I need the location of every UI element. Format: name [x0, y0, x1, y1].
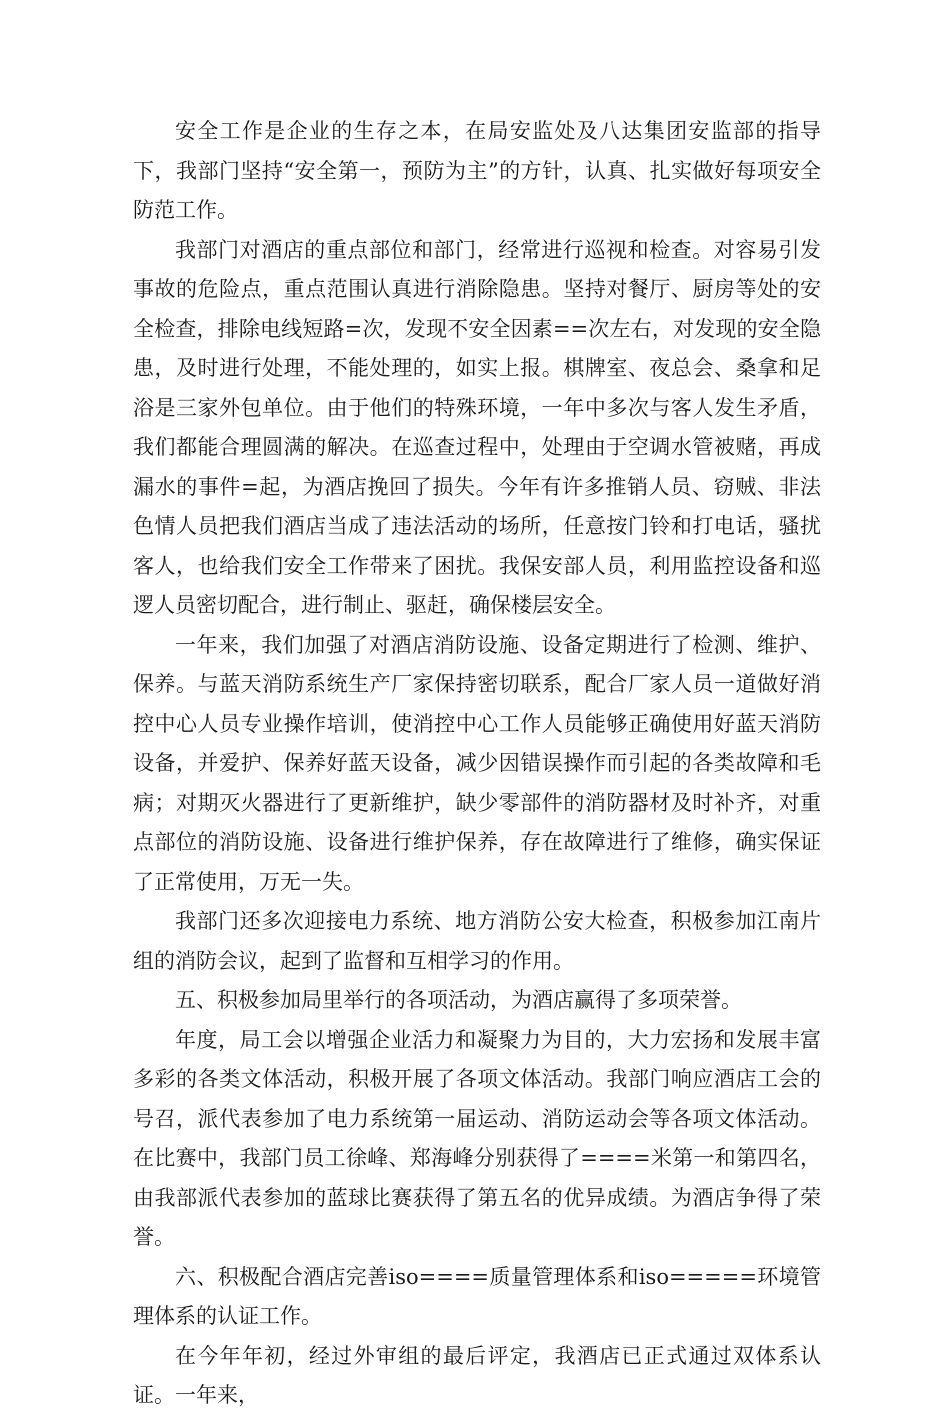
paragraph-safety-basis: 安全工作是企业的生存之本，在局安监处及八达集团安监部的指导下，我部门坚持“安全第一，预防为主”的方针，认真、扎实做好每项安全防范工作。	[133, 119, 821, 222]
paragraph-sports-activities: 年度，局工会以增强企业活力和凝聚力为目的，大力宏扬和发展丰富多彩的各类文体活动，积极开展了各项文体活动。我部门响应酒店工会的号召，派代表参加了电力系统第一届运动、消防运动会等各项文体活动。在比赛中，我部门员工徐峰、郑海峰分别获得了====米第一和第四名，由我部派代表参加的蓝球比赛获得了第五名的优异成绩。为酒店争得了荣誉。	[133, 1027, 821, 1249]
paragraph-patrol-inspection: 我部门对酒店的重点部位和部门，经常进行巡视和检查。对容易引发事故的危险点，重点范围认真进行消除隐患。坚持对餐厅、厨房等处的安全检查，排除电线短路=次，发现不安全因素==次左右，对发现的安全隐患，及时进行处理，不能处理的，如实上报。棋牌室、夜总会、桑拿和足浴是三家外包单位。由于他们的特殊环境，一年中多次与客人发生矛盾，我们都能合理圆满的解决。在巡查过程中，处理由于空调水管被赌，再成漏水的事件=起，为酒店挽回了损失。今年有许多推销人员、窃贼、非法色情人员把我们酒店当成了违法活动的场所，任意按门铃和打电话，骚扰客人，也给我们安全工作带来了困扰。我保安部人员，利用监控设备和巡逻人员密切配合，进行制止、驱赶，确保楼层安全。	[133, 237, 821, 617]
document-body	[133, 112, 821, 1416]
section-heading-iso: 六、积极配合酒店完善iso====质量管理体系和iso=====环境管理体系的认证工作。	[133, 1264, 821, 1328]
paragraph-certification: 在今年年初，经过外审组的最后评定，我酒店已正式通过双体系认证。一年来，	[133, 1343, 821, 1407]
paragraph-fire-equipment: 一年来，我们加强了对酒店消防设施、设备定期进行了检测、维护、保养。与蓝天消防系统生产厂家保持密切联系，配合厂家人员一道做好消控中心人员专业操作培训，使消控中心工作人员能够正确使用好蓝天消防设备，并爱护、保养好蓝天设备，减少因错误操作而引起的各类故障和毛病；对期灭火器进行了更新维护，缺少零部件的消防器材及时补齐，对重点部位的消防设施、设备进行维护保养，存在故障进行了维修，确实保证了正常使用，万无一失。	[133, 632, 821, 894]
section-heading-activities: 五、积极参加局里举行的各项活动，为酒店赢得了多项荣誉。	[175, 988, 742, 1012]
paragraph-inspections: 我部门还多次迎接电力系统、地方消防公安大检查，积极参加江南片组的消防会议，起到了监督和互相学习的作用。	[133, 909, 821, 973]
